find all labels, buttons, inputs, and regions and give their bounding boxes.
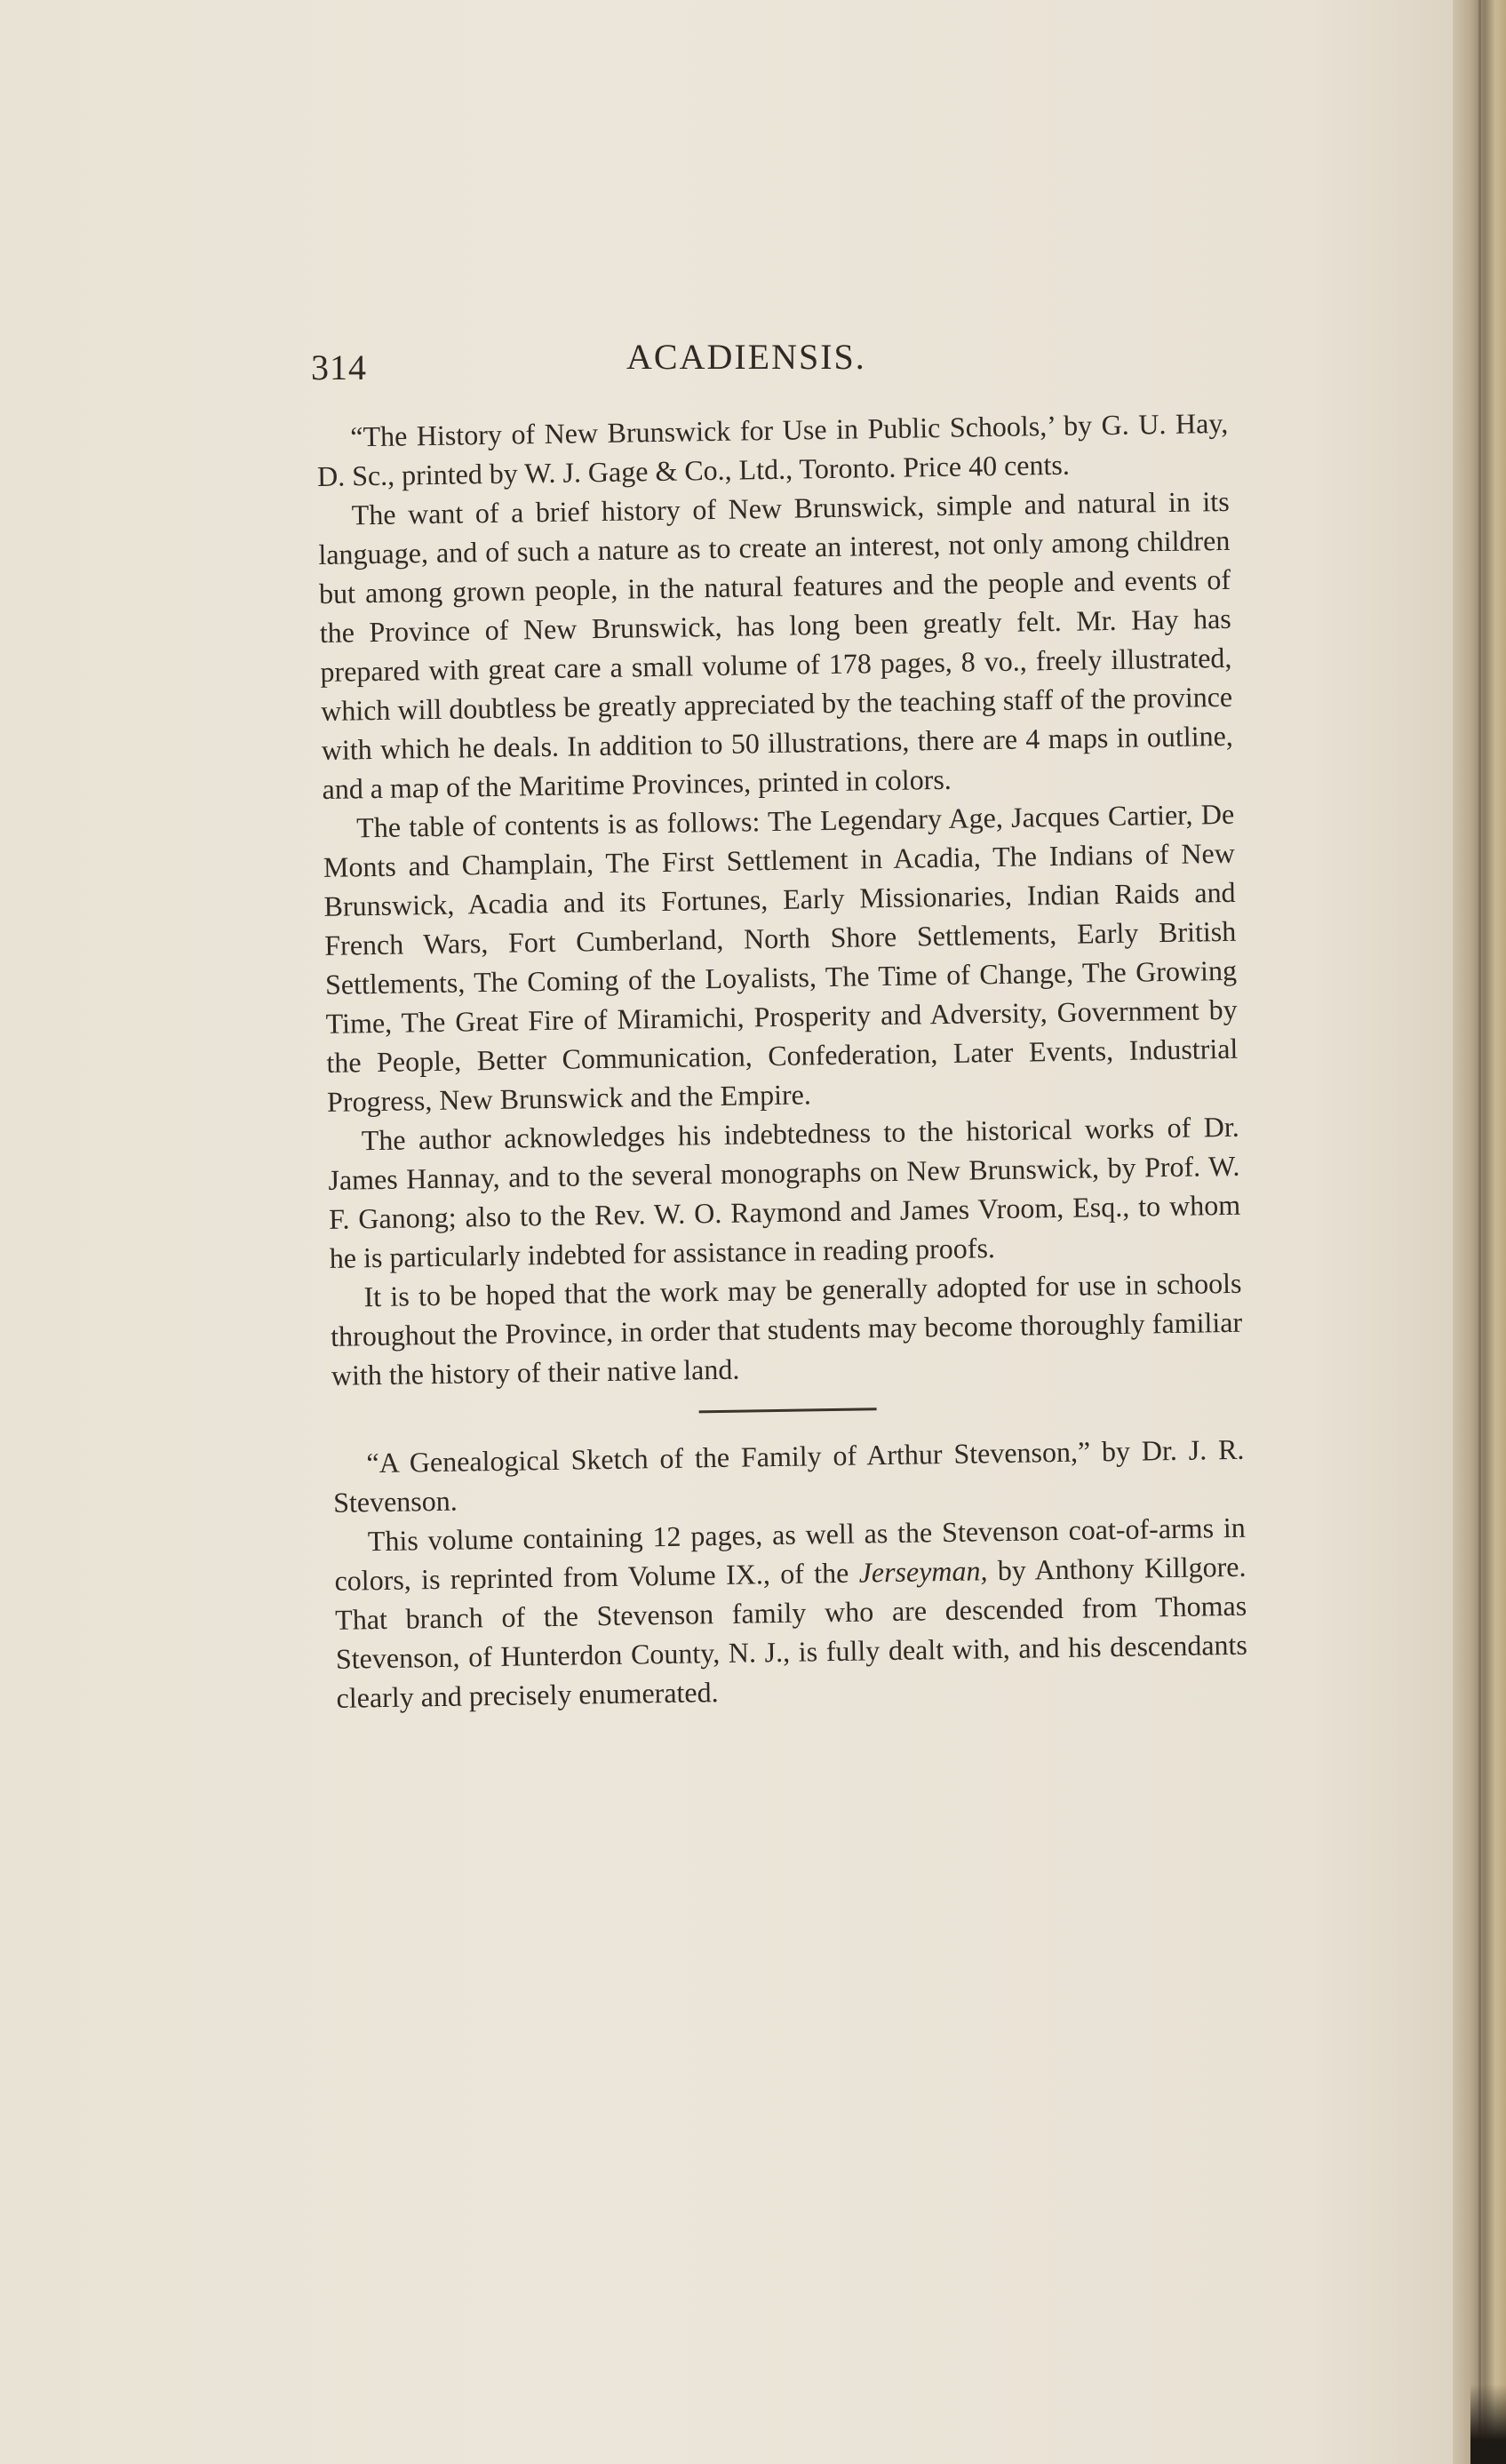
running-title: ACADIENSIS. [626, 337, 866, 377]
page-header [311, 336, 1244, 389]
review-citation: “The History of New Brunswick for Use in Public Schools,’ by G. U. Hay, D. Sc., printed by W. J. Gage & Co., Ltd., Toronto. Price 40 cents. [316, 406, 1229, 492]
page-number: 314 [311, 347, 367, 387]
review-paragraph: The author acknowledges his indebtedness to the historical works of Dr. James Hannay, and to the several monographs on New Brunswick, by Prof. W. F. Ganong; also to the Rev. W. O. Raymond and James Vroom, Esq., to whom he is particularly indebted for assistance in reading proofs. [328, 1110, 1241, 1274]
corner-shadow [1470, 2384, 1506, 2464]
publication-title: Jerseyman, [858, 1554, 988, 1589]
review-paragraph: It is to be hoped that the work may be generally adopted for use in schools throughout the Province, in order that students may become thoroughly familiar with the history of their native land. [330, 1266, 1243, 1391]
page-body [316, 403, 1248, 1718]
review-paragraph [334, 1508, 1248, 1718]
review-text: by Anthony Killgore. That branch of the Stevenson family who are descended from Thomas Stevenson, of Hunterdon County, N. J., is fully dealt with, and his descendants clearly and precisely enumerated. [334, 1550, 1248, 1714]
spine-line [1478, 0, 1481, 2464]
review-citation: “A Genealogical Sketch of the Family of Arthur Stevenson,” by Dr. J. R. Stevenson. [332, 1432, 1245, 1519]
review-paragraph: The want of a brief history of New Brunswick, simple and natural in its language, and of such a nature as to create an interest, not only among children but among grown people, in the natural features and the people and events of the Province of New Brunswick, has long been greatly felt. Mr. Hay has prepared with great care a small volume of 178 pages, 8 vo., freely illustrated, which will doubtless be greatly appreciated by the teaching staff of the province with which he deals. In addition to 50 illustrations, there are 4 maps in outline, and a map of the Maritime Provinces, printed in colors. [318, 484, 1234, 805]
section-divider [699, 1407, 877, 1413]
review-paragraph: The table of contents is as follows: The Legendary Age, Jacques Cartier, De Monts and Champlain, The First Settlement in Acadia, The Indians of New Brunswick, Acadia and its Fortunes, Early Missionaries, Indian Raids and French Wars, Fort Cumberland, North Shore Settlements, Early British Settlements, The Coming of the Loyalists, The Time of Change, The Growing Time, The Great Fire of Miramichi, Prosperity and Adversity, Government by the People, Better Communication, Confederation, Later Events, Industrial Progress, New Brunswick and the Empire. [323, 797, 1239, 1118]
review-text: This volume containing 12 pages, as well as the Stevenson coat-of-arms in colors, is reprinted from Volume IX., of the [334, 1511, 1247, 1597]
